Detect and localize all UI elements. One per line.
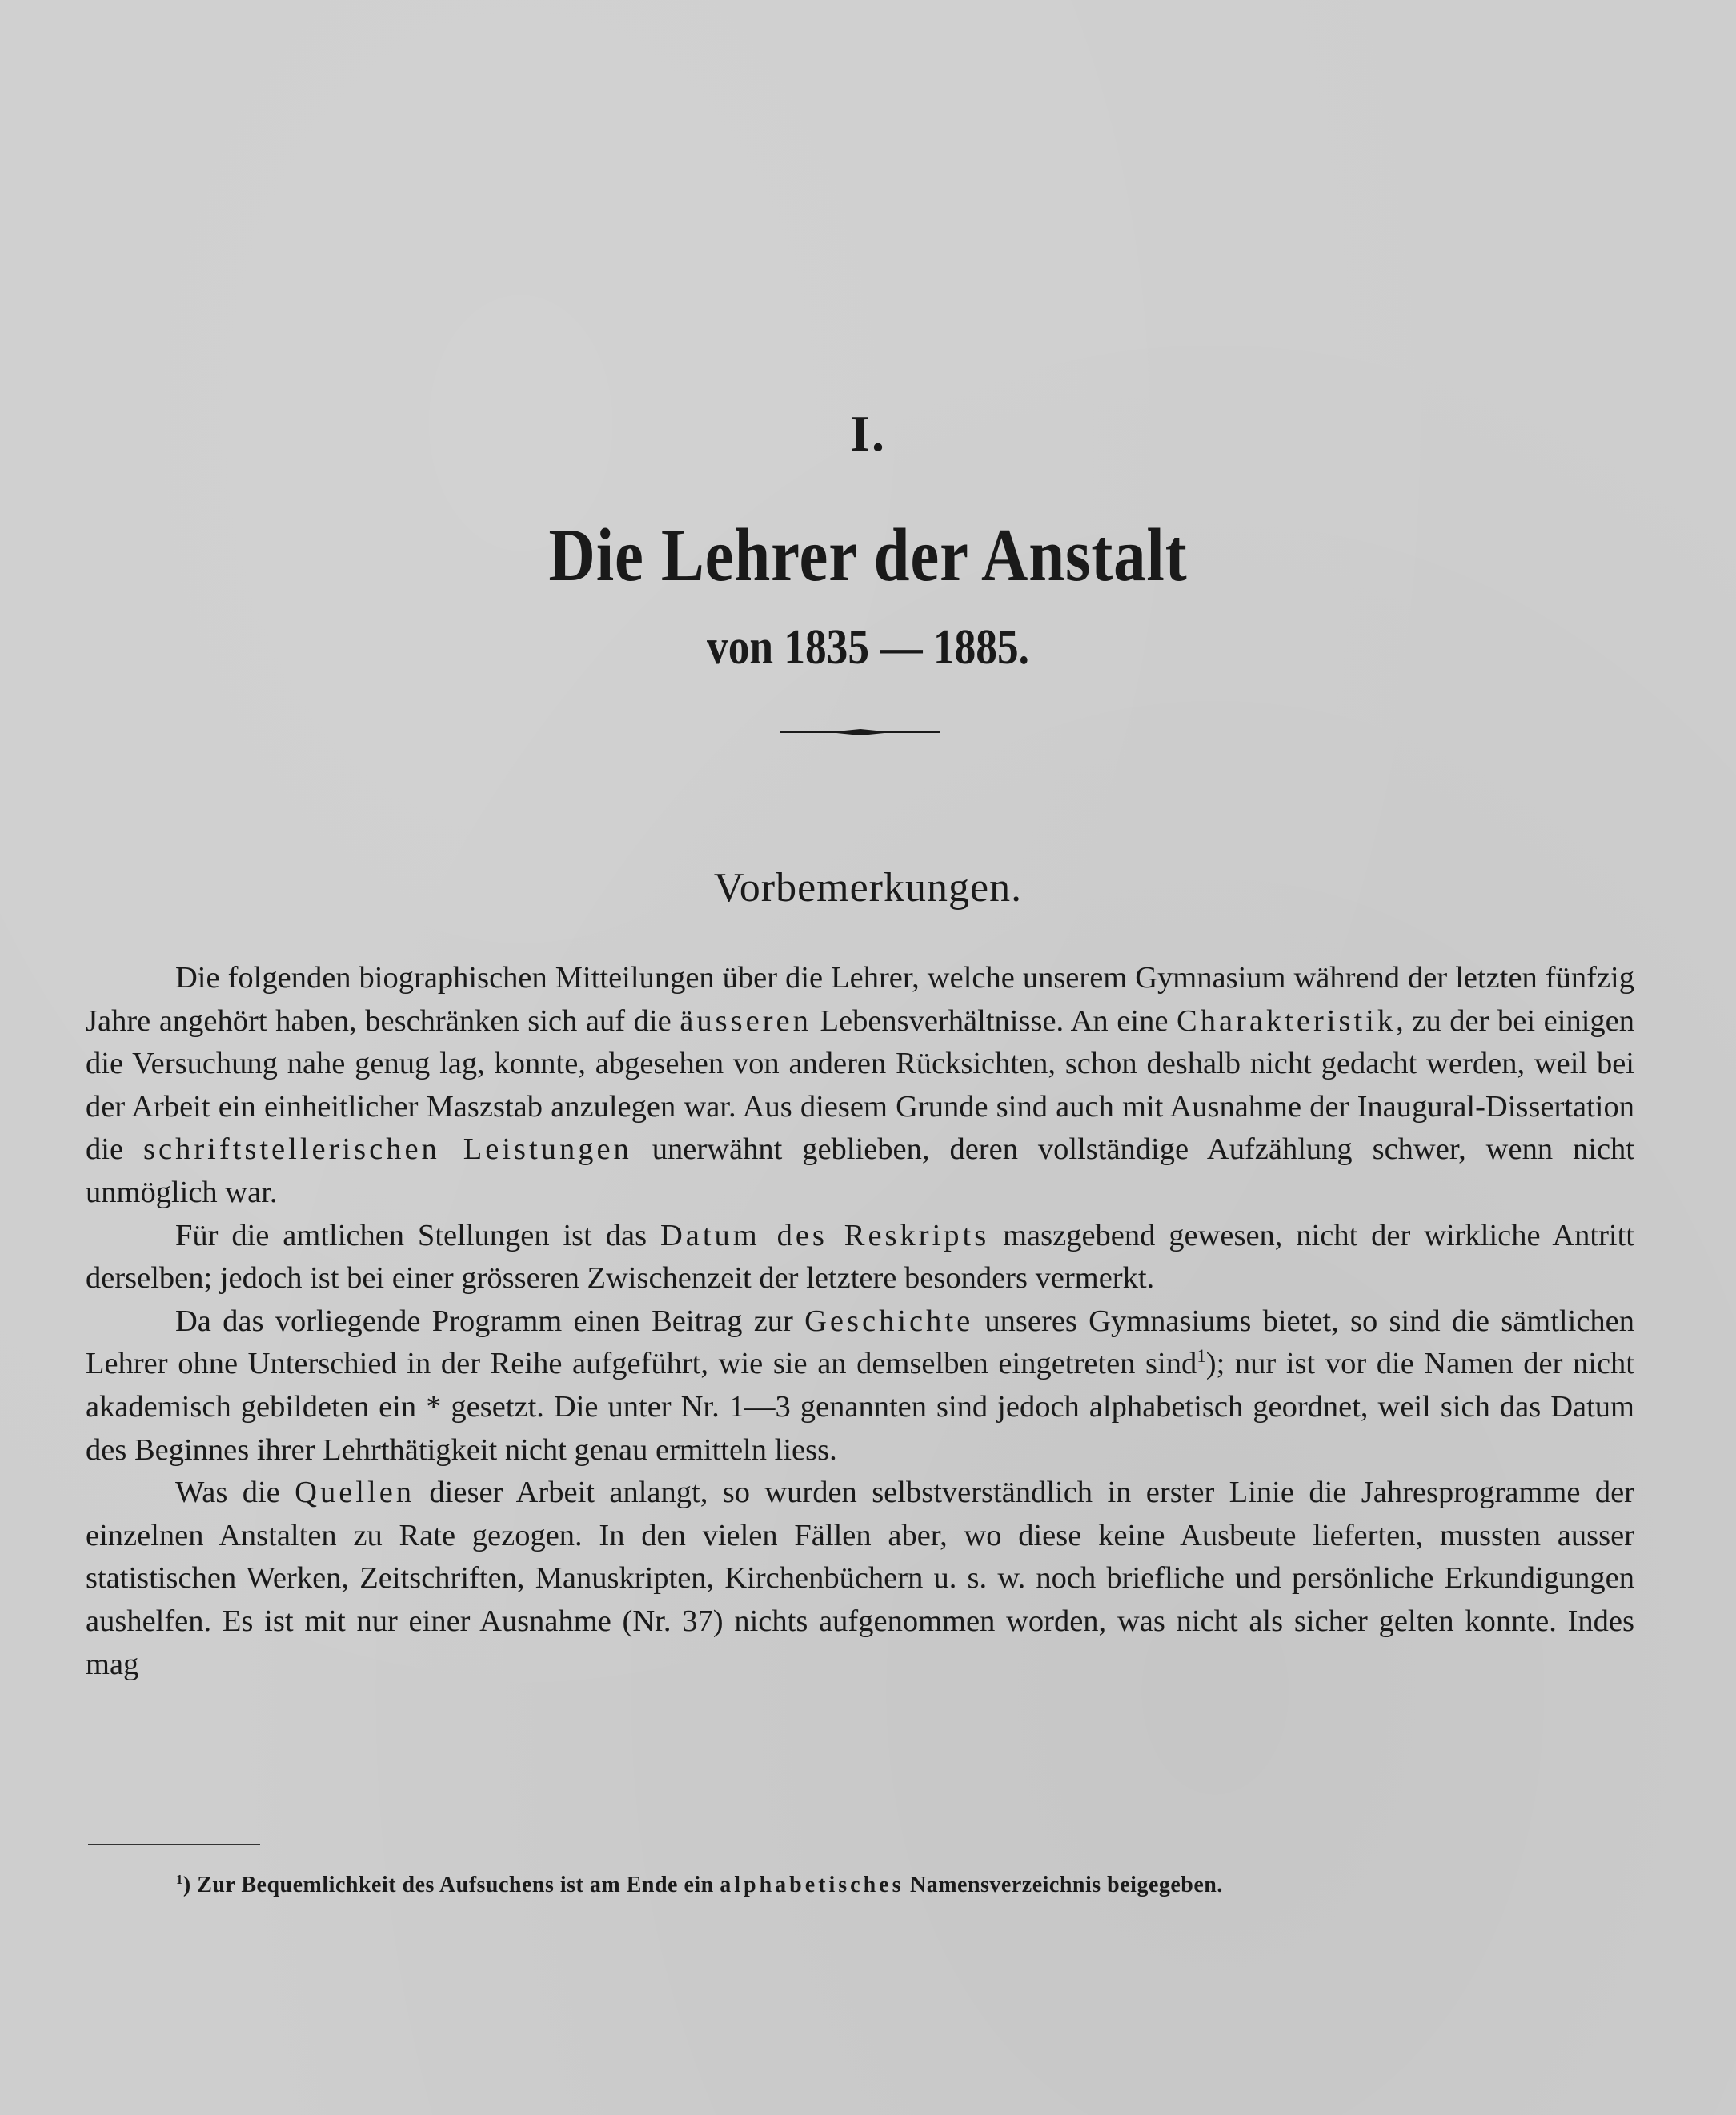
page-title: Die Lehrer der Anstalt	[548, 514, 1188, 597]
text-run: dieser Arbeit anlangt, so wurden selbstverständlich in erster Linie die Jahresprogramme der einzelnen Anstalten zu Rate gezogen. In den vielen Fällen aber, wo diese keine Ausbeute lieferten, mussten ausser statistischen Werken, Zeitschriften, Manuskripten, Kirchenbüchern u. s. w. noch briefliche und persönliche Erkundigungen aushelfen. Es ist mit nur einer Ausnahme (Nr. 37) nichts aufgenommen worden, was nicht als sicher gelten konnte. Indes mag	[86, 1476, 1634, 1681]
paragraph-4	[86, 1472, 1634, 1686]
ornament-divider-icon	[780, 724, 940, 740]
footnote-reference: 1	[1197, 1345, 1206, 1367]
text-run: Für die amtlichen Stellungen ist das	[175, 1218, 660, 1252]
spaced-emphasis: Geschichte	[804, 1304, 974, 1338]
footnote-marker: 1	[176, 1871, 183, 1887]
text-run: Was die	[175, 1476, 295, 1510]
spaced-emphasis: äusseren	[680, 1003, 812, 1038]
footnote-divider	[88, 1844, 260, 1845]
text-run: Lebensverhältnisse. An eine	[811, 1003, 1177, 1038]
text-run: , zu der bei einigen die Versuchung nahe genug lag, konnte, abgesehen von anderen Rücksichten, schon deshalb nicht gedacht werden, weil bei der Arbeit ein einheitlicher Maszstab anzulegen war. Aus diesem Grunde sind auch mit Ausnahme der Inaugural-Dissertation die	[86, 1003, 1635, 1167]
text-run: Da das vorliegende Programm einen Beitrag zur	[175, 1304, 805, 1338]
page-subtitle: von 1835 — 1885.	[707, 620, 1029, 675]
paragraph-3	[86, 1300, 1634, 1472]
body-text	[86, 957, 1634, 1686]
chapter-number: I.	[850, 405, 886, 462]
paragraph-1	[86, 957, 1634, 1215]
spaced-emphasis: schriftstellerischen Leistungen	[143, 1132, 632, 1167]
text-run: maszgebend gewesen, nicht der wirkliche Antritt derselben; jedoch ist bei einer grösseren Zwischenzeit der letztere besonders vermerkt.	[86, 1218, 1634, 1296]
text-run: unerwähnt geblieben, deren vollständige Aufzählung schwer, wenn nicht unmöglich war.	[86, 1132, 1634, 1209]
text-run: Die folgenden biographischen Mitteilungen über die Lehrer, welche unserem Gymnasium während der letzten fünfzig Jahre angehört haben, beschränken sich auf die	[86, 961, 1634, 1038]
footnote	[176, 1873, 1657, 1898]
text-run: ) Zur Bequemlichkeit des Aufsuchens ist am Ende ein	[182, 1873, 720, 1897]
spaced-emphasis: Charakteristik	[1177, 1003, 1397, 1038]
text-run: Namensverzeichnis beigegeben.	[904, 1873, 1223, 1897]
spaced-emphasis: alphabetisches	[720, 1873, 904, 1897]
paragraph-2	[86, 1215, 1634, 1300]
spaced-emphasis: Datum des Reskripts	[660, 1218, 990, 1252]
spaced-emphasis: Quellen	[295, 1476, 415, 1510]
section-heading: Vorbemerkungen.	[713, 865, 1023, 911]
text-run: unseres Gymnasiums bietet, so sind die sämtlichen Lehrer ohne Unterschied in der Reihe aufgeführt, wie sie an demselben eingetreten sind	[86, 1304, 1634, 1381]
text-run: ); nur ist vor die Namen der nicht akademisch gebildeten ein * gesetzt. Die unter Nr. 1—3 genannten sind jedoch alphabetisch geordnet, weil sich das Datum des Beginnes ihrer Lehrthätigkeit nicht genau ermitteln liess.	[86, 1347, 1634, 1467]
